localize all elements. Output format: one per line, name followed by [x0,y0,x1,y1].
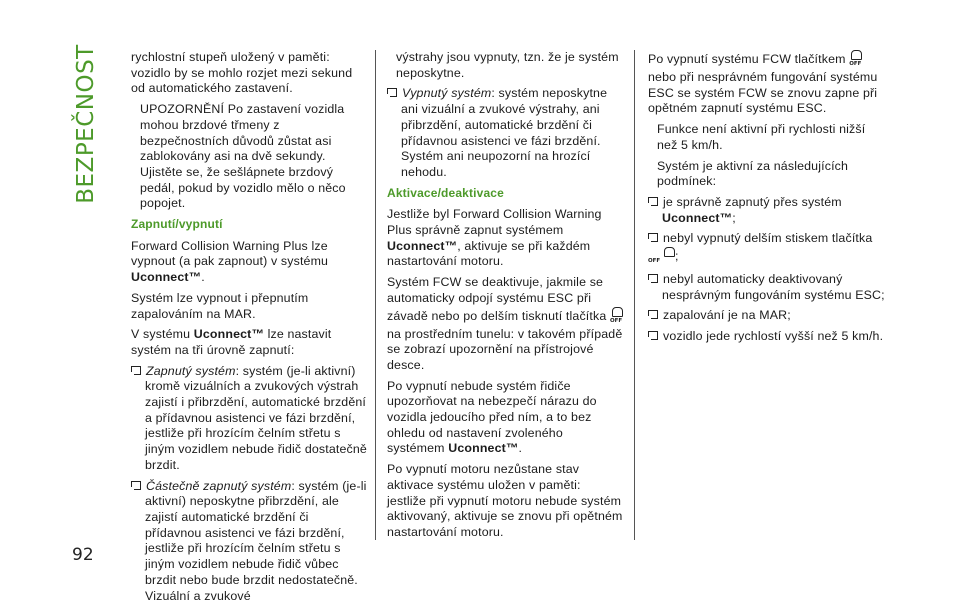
list-item [648,272,888,303]
column-1 [131,50,367,609]
checkbox-bullet-icon [648,197,658,206]
checkbox-bullet-icon [648,274,658,283]
list-item [648,329,888,345]
item-text: nebyl vypnutý delším stiskem tlačítka [663,231,873,246]
item-title: Vypnutý systém [402,86,492,101]
list-item [387,86,623,180]
off-label: OFF [849,61,862,67]
paragraph: rychlostní stupeň uložený v paměti: vozidlo by se mohlo rozjet mezi sekund od automatického zastavení. [131,50,353,96]
list-item [648,195,888,226]
warning-paragraph: UPOZORNĚNÍ Po zastavení vozidla mohou brzdové třmeny z bezpečnostních důvodů zůstat asi zablokovány asi na dvě sekundy. Ujistěte se, že sešlápnete brzdový pedál, pokud by vozidlo mělo o něco popojet. [140,102,346,211]
paragraph: Systém lze vypnout i přepnutím zapalováním na MAR. [131,290,309,321]
paragraph: Systém je aktivní za následujících podmínek: [657,158,849,189]
heading-activation: Aktivace/deaktivace [387,185,504,200]
list-item [648,231,888,267]
uconnect-label: Uconnect™ [662,210,733,225]
item-text: vozidlo jede rychlostí vyšší než 5 km/h. [663,329,884,344]
paragraph: Funkce není aktivní při rychlosti nižší než 5 km/h. [657,122,866,152]
list-item [648,308,888,324]
column-3 [648,50,888,350]
list-item [131,479,367,605]
page-number: 92 [72,545,94,565]
text: nebo při nesprávném fungování systému ESC se systém FCW se znovu zapne při opětném zapnutí systému ESC. [648,70,878,116]
checkbox-bullet-icon [648,233,658,242]
item-title: Částečně zapnutý systém [146,478,292,493]
item-text: je správně zapnutý přes systém [663,194,842,209]
checkbox-bullet-icon [131,481,141,490]
text: ; [675,249,679,264]
text: Po vypnutí systému FCW tlačítkem [648,52,846,66]
section-title-text: BEZPEČNOST [73,44,99,204]
text: Forward Collision Warning Plus lze vypnout (a pak zapnout) v systému [131,238,329,269]
text: lze nastavit systém na tři úrovně zapnutí: [131,327,332,357]
uconnect-label: Uconnect™ [387,238,458,253]
text: V systému [131,327,191,342]
item-text: zapalování je na MAR; [663,308,791,323]
text: Systém FCW se deaktivuje, jakmile se automaticky odpojí systému ESC při závadě nebo po delším tisknutí tlačítka [387,275,607,323]
item-text: : systém (je-li aktivní) neposkytne přibrzdění, ale zajistí automatické brzdění či přídavnou asistenci ve fázi brzdění, jestliže při hrozícím čelním střetu s jiným vozidlem nebude řidič vůbec brzdit nebo bude brzdit nedostatečně. Vizuální a zvukové [145,478,367,603]
paragraph [387,275,623,374]
fcw-off-button-icon [849,50,862,70]
paragraph [387,207,623,270]
checkbox-bullet-icon [648,310,658,319]
text: ; [732,210,736,225]
checkbox-bullet-icon [648,331,658,340]
item-text: : systém neposkytne ani vizuální a zvukové výstrahy, ani přibrzdění, automatické brzdění či přídavnou asistenci ve fázi brzdění. Systém ani neupozorní na hrozící nehodu. [401,86,608,179]
heading-on-off: Zapnutí/vypnutí [131,217,223,232]
item-title: Zapnutý systém [146,363,236,378]
paragraph [131,239,367,286]
item-text: : systém (je-li aktivní) kromě vizuálních a zvukových výstrah zajistí i přibrzdění, automatické brzdění a přídavnou asistenci ve fázi brzdění, jestliže při hrozícím čelním střetu s jiným vozidlem nebude řidič dostatečně brzdit. [145,363,367,472]
checkbox-bullet-icon [387,88,397,97]
text: . [201,270,205,285]
column-2 [387,50,623,546]
uconnect-label: Uconnect™ [448,441,519,456]
checkbox-bullet-icon [131,366,141,375]
uconnect-label: Uconnect™ [131,270,202,285]
text: , aktivuje se při každém nastartování motoru. [387,238,591,269]
paragraph: Po vypnutí motoru nezůstane stav aktivace systému uložen v paměti: jestliže při vypnutí motoru nebude systém aktivovaný, aktivuje se znovu při opětném nastartování motoru. [387,462,623,539]
text: na prostředním tunelu: v takovém případě se zobrazí upozornění na přístrojové desce. [387,326,623,372]
section-title [66,44,106,204]
column-divider [375,50,376,540]
list-item [131,364,367,474]
paragraph: výstrahy jsou vypnuty, tzn. že je systém neposkytne. [396,50,619,80]
paragraph [387,379,623,458]
paragraph [131,327,367,358]
fcw-off-button-icon: OFF [662,247,675,267]
uconnect-label: Uconnect™ [193,327,264,342]
fcw-off-button-icon [610,307,623,327]
column-divider [634,50,635,540]
text: Po vypnutí nebude systém řidiče upozorňovat na nebezpečí nárazu do vozidla jedoucího před ním, a to bez ohledu od nastavení zvoleného systémem [387,378,597,456]
text: Jestliže byl Forward Collision Warning Plus správně zapnut systémem [387,207,602,238]
text: . [518,441,523,456]
item-text: nebyl automaticky deaktivovaný nesprávným fungováním systému ESC; [662,272,885,302]
off-label: OFF [609,317,623,324]
paragraph [648,50,888,117]
